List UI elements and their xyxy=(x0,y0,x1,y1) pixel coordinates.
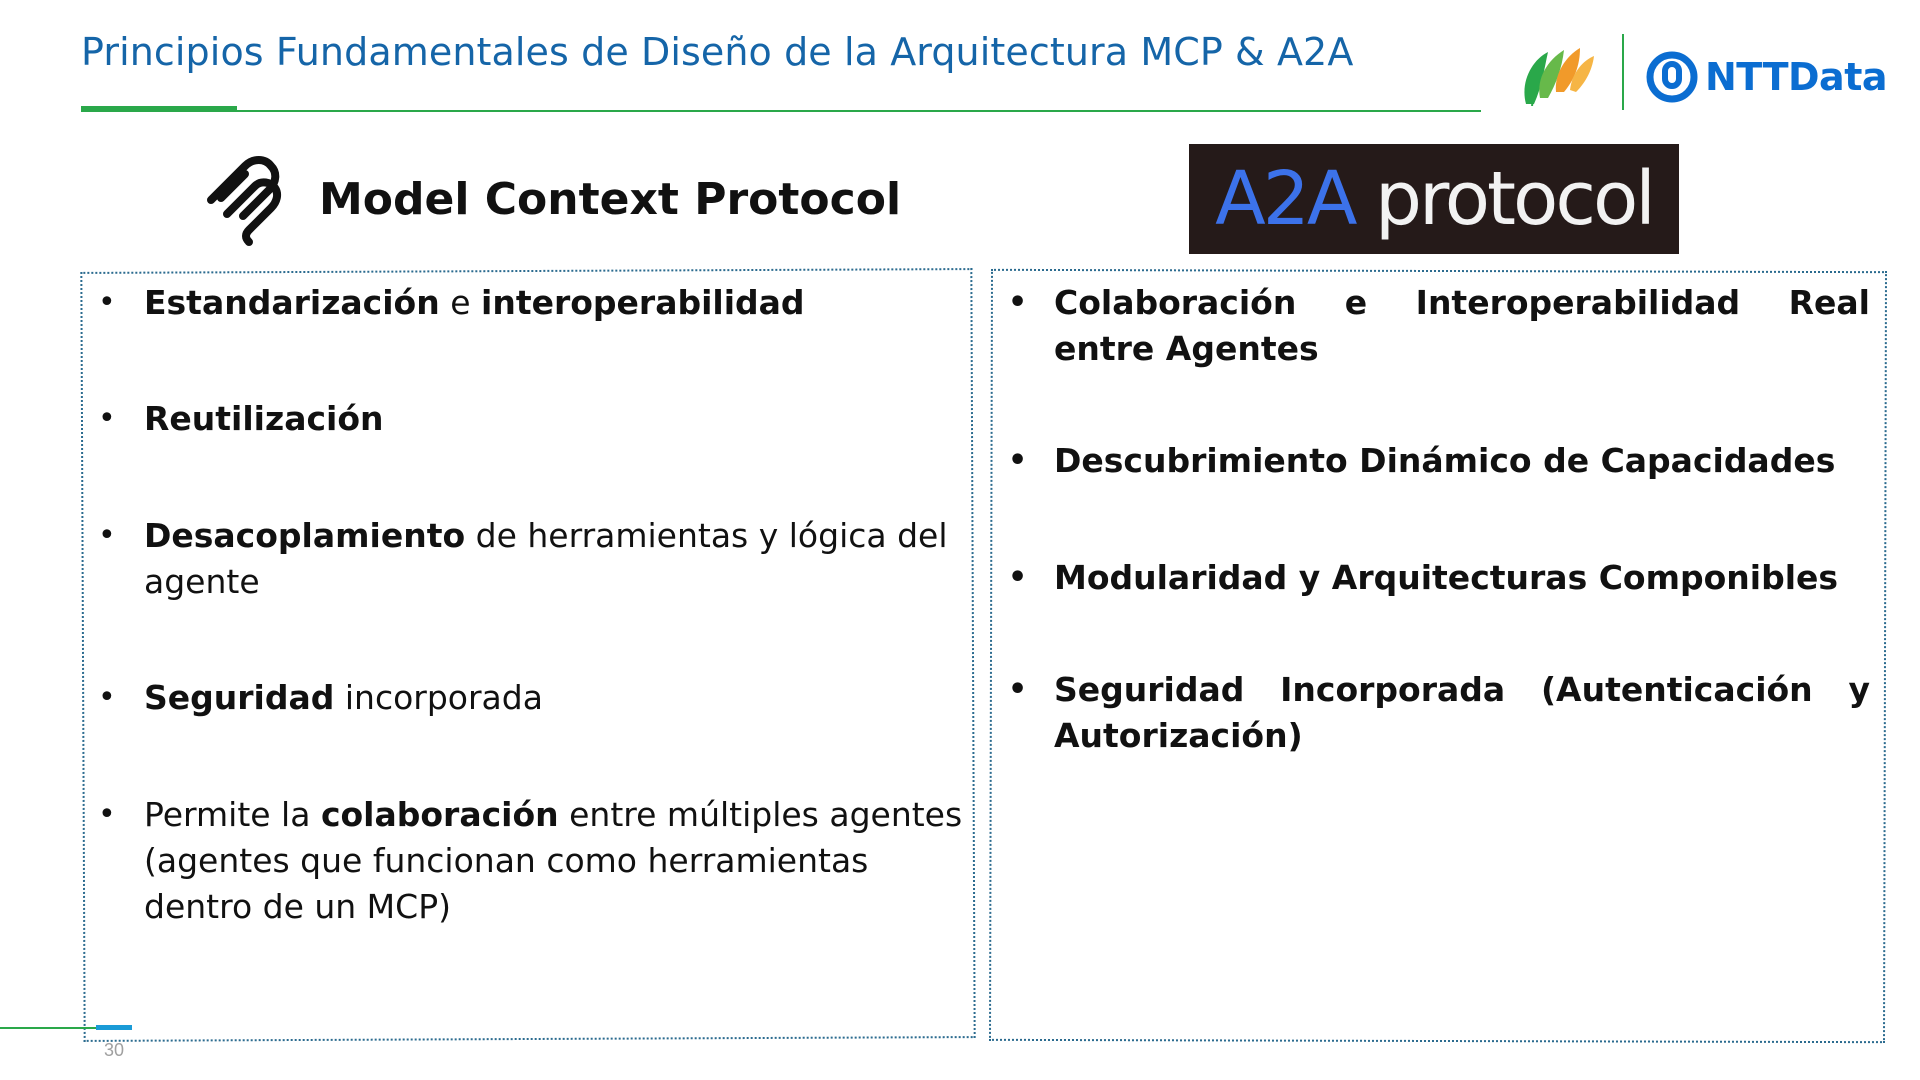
list-item xyxy=(98,513,964,605)
list-item: • Descubrimiento Dinámico de Capacidades xyxy=(1008,438,1870,484)
footer-accent xyxy=(96,1025,132,1030)
bullet-text: incorporada xyxy=(334,678,543,717)
bullet-bold: Reutilización xyxy=(144,399,384,438)
a2a-banner-strong: A2A xyxy=(1215,156,1355,242)
iberdrola-leaf-logo-icon xyxy=(1518,42,1596,106)
bullet-text: Permite la xyxy=(144,795,321,834)
bullet-text: de herramientas y lógica del agente xyxy=(144,516,948,601)
footer-rule xyxy=(0,1027,96,1029)
a2a-banner-text xyxy=(1215,156,1653,242)
bullet-text: entre múltiples agentes (agentes que funcionan como herramientas dentro de un MCP) xyxy=(144,795,963,926)
list-item: • Modularidad y Arquitecturas Componibles xyxy=(1008,555,1870,601)
mcp-header xyxy=(205,152,901,246)
list-item: • Colaboración e Interoperabilidad Real entre Agentes xyxy=(1008,280,1870,372)
ntt-data-wordmark: NTTData xyxy=(1705,55,1888,99)
list-item xyxy=(98,280,964,326)
logo-divider xyxy=(1622,34,1624,110)
list-item xyxy=(98,396,964,442)
slide-title: Principios Fundamentales de Diseño de la Arquitectura MCP & A2A xyxy=(81,30,1354,74)
bullet-text: e xyxy=(439,283,482,322)
a2a-banner-rest: protocol xyxy=(1354,156,1653,242)
mcp-title: Model Context Protocol xyxy=(319,173,902,225)
bullet-bold: interoperabilidad xyxy=(481,283,805,322)
title-rule xyxy=(81,110,1481,112)
bullet-bold: Seguridad xyxy=(144,678,335,717)
bullet-bold: colaboración xyxy=(320,795,559,834)
ntt-data-logo xyxy=(1645,50,1887,104)
mcp-logo-icon xyxy=(205,152,291,246)
list-item xyxy=(98,792,964,930)
bullet-bold: Estandarización xyxy=(144,283,440,322)
bullet-bold: Desacoplamiento xyxy=(144,516,466,555)
a2a-panel xyxy=(989,269,1887,1043)
a2a-protocol-banner xyxy=(1189,144,1679,254)
list-item: • Seguridad Incorporada (Autenticación y Autorización) xyxy=(1008,667,1870,759)
page-number: 30 xyxy=(104,1040,125,1060)
list-item xyxy=(98,675,964,721)
ntt-data-mark-icon xyxy=(1645,50,1699,104)
